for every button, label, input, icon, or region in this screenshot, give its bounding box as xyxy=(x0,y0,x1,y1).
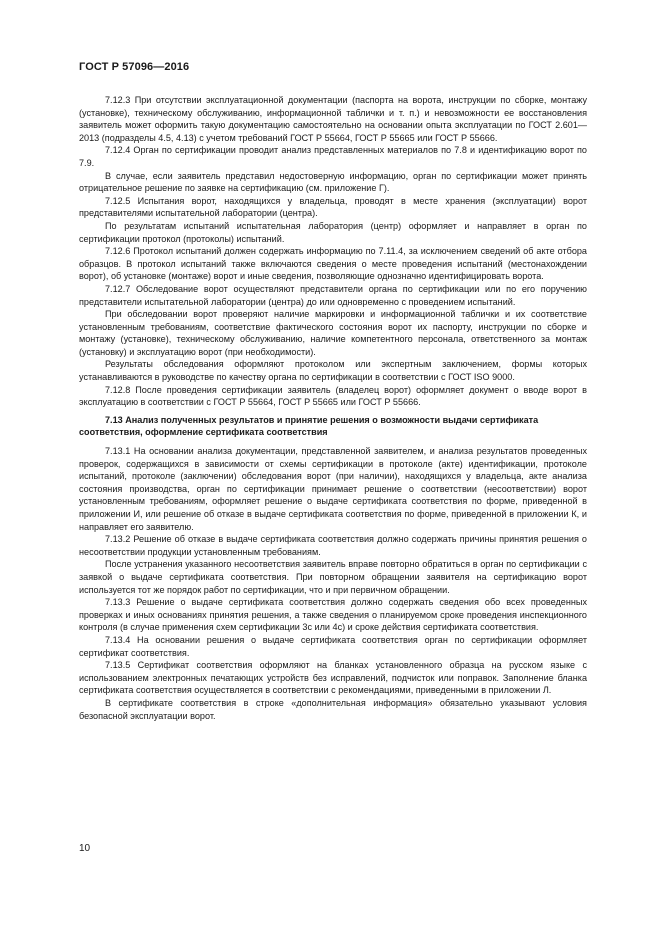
paragraph: При обследовании ворот проверяют наличие маркировки и информационной таблички и их соответствие установленным требованиям, соответствие фактического состояния ворот их паспорту, инструкции по сборке и монтажу (установке), техническому обслуживанию, наличие компетентного персонала, ответственного за монтаж (установку) и эксплуатацию ворот (при необходимости). xyxy=(79,309,587,357)
paragraph: 7.12.8 После проведения сертификации заявитель (владелец ворот) оформляет документ о вводе ворот в эксплуатацию в соответствии с ГОСТ Р 55664, ГОСТ Р 55665 или ГОСТ Р 55666. xyxy=(79,384,587,408)
section-heading: 7.13 Анализ полученных результатов и принятие решения о возможности выдачи сертификата соответствия, оформление сертификата соответствия xyxy=(79,414,539,438)
paragraph: Результаты обследования оформляют протоколом или экспертным заключением, формы которых устанавливаются в руководстве по качеству органа по сертификации в соответствии с ГОСТ ISO 9000. xyxy=(79,359,587,383)
paragraph: По результатам испытаний испытательная лаборатория (центр) оформляет и направляет в орган по сертификации протокол (протоколы) испытаний. xyxy=(79,220,587,244)
page-number: 10 xyxy=(79,843,91,854)
paragraph: 7.13.1 На основании анализа документации, представленной заявителем, и анализа результатов проведенных проверок, содержащихся в зависимости от схемы сертификации в протоколе (акте) идентификации, протоколе испытаний, протоколе (заключении) обследования ворот (при наличии), находящихся у владельца, акте анализа состояния производства, орган по сертификации принимает решение о соответствии (несоответствии) ворот установленным требованиям, оформляет решение о выдаче сертификата соответствия по форме, приведенной в приложении И, или решение об отказе в выдаче сертификата соответствия по форме, приведенной в приложении К, и направляет его заявителю. xyxy=(79,446,587,532)
paragraph: 7.12.6 Протокол испытаний должен содержать информацию по 7.11.4, за исключением сведений об акте отбора образцов. В протокол испытаний также включаются сведения о месте проведения испытаний (местонахождении ворот), об установке (монтаже) ворот и иные сведения, позволяющие однозначно идентифицировать ворота. xyxy=(79,246,587,282)
paragraph: 7.12.5 Испытания ворот, находящихся у владельца, проводят в месте хранения (эксплуатации) ворот представителями испытательной лаборатории (центра). xyxy=(79,195,587,219)
paragraph: В сертификате соответствия в строке «дополнительная информация» обязательно указывают условия безопасной эксплуатации ворот. xyxy=(79,697,587,721)
paragraph: 7.12.3 При отсутствии эксплуатационной документации (паспорта на ворота, инструкции по сборке, монтажу (установке), техническому обслуживанию, информационной таблички и т. п.) и невозможности ее восстановления заявитель может оформить такую документацию самостоятельно на основании опыта эксплуатации по ГОСТ 2.601—2013 (подразделы 4.5, 4.13) с учетом требований ГОСТ Р 55664, ГОСТ Р 55665 или ГОСТ Р 55666. xyxy=(79,95,587,143)
paragraph: 7.13.2 Решение об отказе в выдаче сертификата соответствия должно содержать причины принятия решения о несоответствии продукции установленным требованиям. xyxy=(79,534,587,557)
paragraph: 7.12.7 Обследование ворот осуществляют представители органа по сертификации или по его поручению представители испытательной лаборатории (центра) до или одновременно с проведением испытаний. xyxy=(79,283,587,307)
page-header: ГОСТ Р 57096—2016 xyxy=(79,61,190,73)
document-body xyxy=(79,94,587,722)
paragraph: 7.12.4 Орган по сертификации проводит анализ представленных материалов по 7.8 и идентификацию ворот по 7.9. xyxy=(79,145,587,168)
paragraph: 7.13.5 Сертификат соответствия оформляют на бланках установленного образца на русском языке с использованием электронных печатающих устройств без исправлений, подчисток или поправок. Заполнение бланка сертификата соответствия осуществляется в соответствии с рекомендациями, приведенными в приложении Л. xyxy=(79,660,587,696)
paragraph: В случае, если заявитель представил недостоверную информацию, орган по сертификации может принять отрицательное решение по заявке на сертификацию (см. приложение Г). xyxy=(79,170,587,194)
paragraph: 7.13.4 На основании решения о выдаче сертификата соответствия орган по сертификации оформляет сертификат соответствия. xyxy=(79,634,587,658)
paragraph: 7.13.3 Решение о выдаче сертификата соответствия должно содержать сведения обо всех проведенных проверках и иных основаниях принятия решения, а также сведения о планируемом сроке проведения инспекционного контроля (в случае применения схем сертификации 3с или 4с) и сроке действия сертификата соответствия. xyxy=(79,597,587,633)
paragraph: После устранения указанного несоответствия заявитель вправе повторно обратиться в орган по сертификации с заявкой о выдаче сертификата соответствия. При повторном обращении заявителя на сертификацию ворот используется тот же порядок работ по сертификации, что и при первичном обращении. xyxy=(79,559,587,595)
